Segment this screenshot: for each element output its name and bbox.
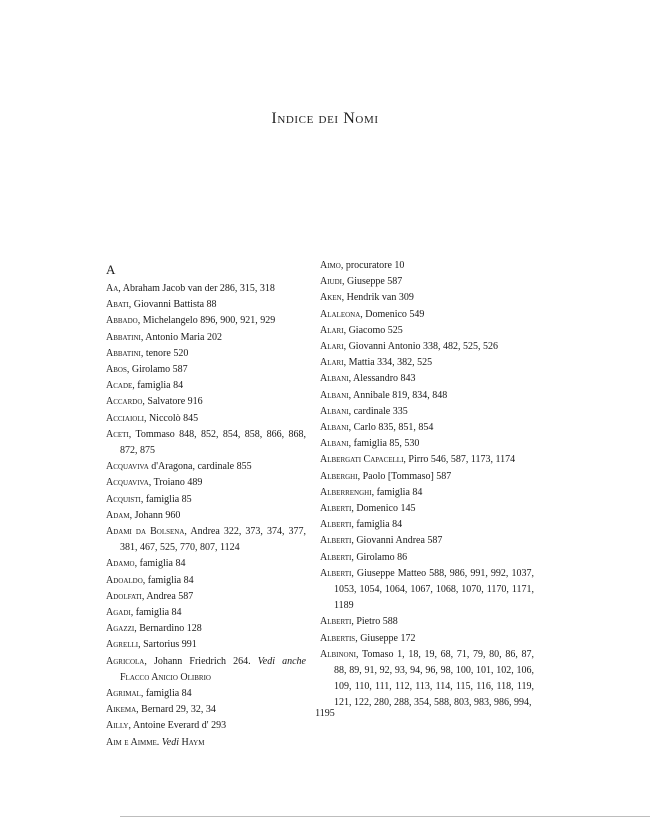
entry-surname: Adami da Bolsena <box>106 526 185 538</box>
entry-surname: Agricola <box>106 655 145 667</box>
entry-surname: Ailly <box>106 720 129 732</box>
entry-surname: Abbatini <box>106 347 141 359</box>
entry-details: , famiglia 84 <box>134 558 186 570</box>
entry-surname: Abos <box>106 364 127 376</box>
index-entry <box>320 631 534 647</box>
entry-details: , Antonio Maria 202 <box>140 331 222 343</box>
index-entry <box>106 475 306 491</box>
entry-details: , Girolamo 587 <box>126 364 188 376</box>
bottom-rule <box>120 816 650 817</box>
index-entry <box>320 517 534 533</box>
index-entry <box>320 436 534 452</box>
entry-surname: Acquaviva <box>106 461 149 473</box>
index-entry <box>320 469 534 485</box>
entry-details: , Giacomo 525 <box>343 324 403 336</box>
index-entry <box>320 258 534 274</box>
index-entry <box>106 378 306 394</box>
entry-surname: Albani <box>320 405 349 417</box>
entry-details: , Giovanni Antonio 338, 482, 525, 526 <box>343 341 499 353</box>
entry-surname: Adoaldo <box>106 574 143 586</box>
entry-details: , Paolo [Tommaso] 587 <box>357 470 452 482</box>
entry-surname: Albani <box>320 389 349 401</box>
entry-details: , Michelangelo 896, 900, 921, 929 <box>137 315 276 327</box>
entry-details: , Johann 960 <box>129 509 181 521</box>
index-entry <box>320 485 534 501</box>
index-entry <box>106 718 306 734</box>
entry-details: , famiglia 84 <box>351 519 403 531</box>
left-column <box>106 261 306 751</box>
page-number: 1195 <box>315 708 335 719</box>
index-entry <box>106 394 306 410</box>
cross-reference-label: Vedi anche <box>257 655 306 667</box>
entry-surname: Albergati Capacelli <box>320 454 404 466</box>
index-entry <box>320 533 534 549</box>
entry-surname: Alberghi <box>320 470 358 482</box>
right-column <box>320 258 534 712</box>
entry-details: , Carlo 835, 851, 854 <box>348 422 434 434</box>
index-entry <box>320 274 534 290</box>
entry-details: , Domenico 549 <box>360 308 425 320</box>
index-entry <box>106 297 306 313</box>
entry-details: , Mattia 334, 382, 525 <box>343 357 433 369</box>
index-entry <box>106 313 306 329</box>
entry-details: , Tomaso 1, 18, 19, 68, 71, 79, 80, 86, 87, 88, 89, 91, 92, 93, 94, 96, 98, 100, 101, 102, 106, 109, 110, 111, 112, 113, 114, 115, 116, 118, 119, 121, 122, 280, 288, 354, 588, 803, 983, 986, 994, <box>334 648 534 709</box>
entry-details: , Bernardino 128 <box>134 623 202 635</box>
entry-surname: Accardo <box>106 396 143 408</box>
entry-details: , Andrea 587 <box>141 590 194 602</box>
entry-surname: Agazzi <box>106 623 135 635</box>
entry-details: , Troiano 489 <box>148 477 203 489</box>
entry-details: , famiglia 85, 530 <box>348 438 420 450</box>
index-entry <box>106 573 306 589</box>
entry-surname: Aikema <box>106 704 137 716</box>
index-entry <box>320 550 534 566</box>
index-entry <box>106 492 306 508</box>
index-entry <box>106 654 306 686</box>
entry-surname: Acquaviva <box>106 477 149 489</box>
entry-details: d'Aragona, cardinale 855 <box>148 461 252 473</box>
entry-surname: Alberti <box>320 567 352 579</box>
index-entry <box>320 501 534 517</box>
entry-details: , Giuseppe 587 <box>342 276 403 288</box>
entry-surname: Alberti <box>320 535 352 547</box>
entry-surname: Alberti <box>320 551 352 563</box>
entry-details: , Andrea 322, 373, 374, 377, 381, 467, 525, 770, 807, 1124 <box>120 526 306 554</box>
index-entry <box>106 524 306 556</box>
entry-details: , Salvatore 916 <box>142 396 203 408</box>
entry-details: , Niccolò 845 <box>143 412 199 424</box>
entry-details: , Annibale 819, 834, 848 <box>348 389 448 401</box>
index-entry <box>320 339 534 355</box>
index-entry <box>320 420 534 436</box>
entry-surname: Aim e Aimme <box>106 736 157 748</box>
entry-details: , Abraham Jacob van der 286, 315, 318 <box>118 283 275 294</box>
entry-details: , cardinale 335 <box>348 405 408 417</box>
entry-surname: Alari <box>320 341 344 353</box>
entry-details: , Giuseppe Matteo 588, 986, 991, 992, 1037, 1053, 1054, 1064, 1067, 1068, 1070, 1170, 1171, 1189 <box>334 567 534 612</box>
entry-surname: Albani <box>320 438 349 450</box>
index-entry <box>320 452 534 468</box>
entry-surname: Adolfati <box>106 590 142 602</box>
entry-surname: Alaleona <box>320 308 361 320</box>
left-entry-list <box>106 281 306 751</box>
index-entry <box>320 355 534 371</box>
entry-surname: Aimo <box>320 260 341 271</box>
entry-details: , Hendrik van 309 <box>341 292 414 304</box>
entry-details: , Sartorius 991 <box>138 639 197 651</box>
entry-surname: Alberrenghi <box>320 486 372 498</box>
entry-details: , famiglia 84 <box>371 486 423 498</box>
index-entry <box>106 281 306 297</box>
entry-surname: Alari <box>320 357 344 369</box>
entry-details: , Alessandro 843 <box>348 373 416 385</box>
entry-surname: Albertis <box>320 632 356 644</box>
entry-surname: Adamo <box>106 558 135 570</box>
entry-details: , procuratore 10 <box>340 260 405 271</box>
entry-details: , Pirro 546, 587, 1173, 1174 <box>403 454 516 466</box>
index-entry <box>106 589 306 605</box>
entry-details: , famiglia 85 <box>140 493 192 505</box>
index-entry <box>320 290 534 306</box>
entry-surname: Abbatini <box>106 331 141 343</box>
index-entry <box>106 686 306 702</box>
entry-details: , Domenico 145 <box>351 503 416 515</box>
entry-details: . <box>156 736 162 748</box>
entry-surname: Alberti <box>320 503 352 515</box>
entry-surname: Adam <box>106 509 130 521</box>
index-entry <box>106 459 306 475</box>
index-entry <box>320 647 534 712</box>
entry-surname: Aceti <box>106 428 129 440</box>
entry-details: , famiglia 84 <box>142 574 194 586</box>
index-entry <box>106 556 306 572</box>
entry-surname: Aiudi <box>320 276 342 288</box>
index-entry <box>106 427 306 459</box>
entry-details: , famiglia 84 <box>140 688 192 700</box>
entry-details: , Antoine Everard d' 293 <box>128 720 227 732</box>
entry-surname: Albinoni <box>320 648 356 660</box>
index-entry <box>320 371 534 387</box>
index-entry <box>106 346 306 362</box>
index-entry <box>106 362 306 378</box>
entry-surname: Aken <box>320 292 342 304</box>
index-title: Indice dei Nomi <box>271 110 379 127</box>
index-entry <box>320 614 534 630</box>
index-entry <box>106 637 306 653</box>
entry-surname: Albani <box>320 373 349 385</box>
entry-details: , Johann Friedrich 264. <box>144 655 258 667</box>
entry-surname: Abati <box>106 299 129 311</box>
cross-reference-label: Vedi <box>161 736 179 748</box>
right-entry-list <box>320 258 534 712</box>
entry-surname: Abbado <box>106 315 138 327</box>
entry-surname: Agadi <box>106 607 131 619</box>
entry-details: , famiglia 84 <box>130 607 182 619</box>
entry-surname: Acade <box>106 380 133 392</box>
entry-surname: Aa <box>106 283 119 294</box>
entry-details: , tenore 520 <box>140 347 189 359</box>
entry-surname: Alberti <box>320 519 352 531</box>
entry-surname: Albani <box>320 422 349 434</box>
index-entry <box>106 621 306 637</box>
entry-surname: Agrimal <box>106 688 141 700</box>
entry-details: , famiglia 84 <box>132 380 184 392</box>
entry-details: , Bernard 29, 32, 34 <box>136 704 216 716</box>
index-entry <box>106 605 306 621</box>
index-entry <box>106 411 306 427</box>
entry-surname: Acciaioli <box>106 412 144 424</box>
entry-surname: Acquisti <box>106 493 141 505</box>
cross-reference-target: Flacco Anicio Olibrio <box>120 671 211 683</box>
index-entry <box>106 508 306 524</box>
entry-surname: Alberti <box>320 616 352 628</box>
index-entry <box>320 566 534 615</box>
section-letter: A <box>106 262 116 277</box>
entry-details: , Giuseppe 172 <box>355 632 416 644</box>
entry-details: , Pietro 588 <box>351 616 398 628</box>
index-entry <box>106 735 306 751</box>
entry-surname: Alari <box>320 324 344 336</box>
entry-details: , Giovanni Battista 88 <box>128 299 217 311</box>
entry-surname: Agrelli <box>106 639 139 651</box>
index-entry <box>320 323 534 339</box>
index-entry <box>320 307 534 323</box>
cross-reference-target: Haym <box>181 736 205 748</box>
entry-details: , Girolamo 86 <box>351 551 408 563</box>
index-entry <box>320 404 534 420</box>
index-entry <box>106 330 306 346</box>
entry-details: , Giovanni Andrea 587 <box>351 535 443 547</box>
entry-details: , Tommaso 848, 852, 854, 858, 866, 868, 872, 875 <box>120 428 306 457</box>
index-entry <box>320 388 534 404</box>
